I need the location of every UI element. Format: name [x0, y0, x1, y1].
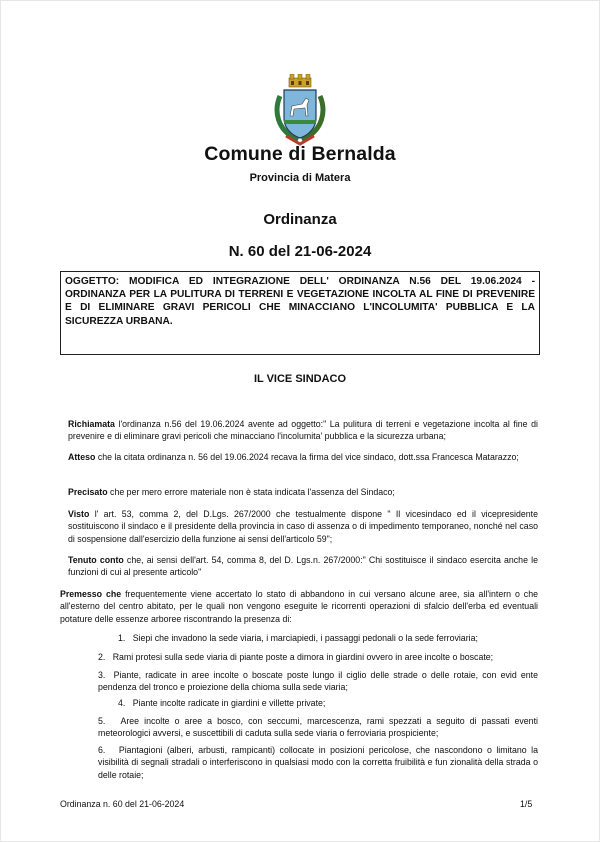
issuer-heading: IL VICE SINDACO	[253, 373, 347, 385]
paragraph-lead: Richiamata	[68, 419, 115, 429]
paragraph-lead: Atteso	[68, 452, 96, 462]
paragraph-text: l'ordinanza n.56 del 19.06.2024 avente ad oggetto:" La pulitura di terreni e vegetazione incolta al fine di prevenire e di eliminare gravi pericoli che minacciano l'incolumita' pubblica e la sicurezza urbana;	[68, 419, 538, 442]
paragraph-premesso	[60, 588, 538, 625]
list-number: 5.	[98, 716, 106, 726]
paragraph-text: che, ai sensi dell'art. 54, comma 8, del D. Lgs.n. 267/2000:" Chi sostituisce il sindaco esercita anche le funzioni di cui al presente articolo"	[68, 555, 538, 578]
paragraph-lead: Premesso che	[60, 589, 122, 599]
document-type: Ordinanza	[263, 211, 337, 228]
list-item	[118, 632, 538, 644]
list-item	[98, 669, 538, 694]
paragraph-text: l' art. 53, comma 2, del D.Lgs. 267/2000 che testualmente dispone " Il vicesindaco ed il vicepresidente sostituiscono il sindaco e il presidente della provincia in caso di assenza o di impedimento temporaneo, nonché nel caso di sospensione dall'esercizio della funzione ai sensi dell'articolo 59";	[68, 509, 538, 544]
list-item	[98, 744, 538, 781]
paragraph-visto	[68, 508, 538, 545]
paragraph-lead: Visto	[68, 509, 90, 519]
paragraph-atteso	[68, 451, 538, 463]
subject-box	[60, 271, 540, 355]
list-number: 2.	[98, 652, 106, 662]
list-number: 6.	[98, 745, 106, 755]
list-text: Piante incolte radicate in giardini e villette private;	[132, 698, 326, 708]
paragraph-text: che la citata ordinanza n. 56 del 19.06.2024 recava la firma del vice sindaco, dott.ssa Francesca Matarazzo;	[95, 452, 519, 462]
footer-page-number: 1/5	[520, 799, 533, 809]
paragraph-richiamata	[68, 418, 538, 443]
province-name: Provincia di Matera	[249, 172, 351, 184]
list-number: 1.	[118, 633, 126, 643]
coat-of-arms-emblem	[272, 74, 328, 146]
subject-text: OGGETTO: MODIFICA ED INTEGRAZIONE DELL' ORDINANZA N.56 DEL 19.06.2024 - ORDINANZA PER LA PULITURA DI TERRENI E VEGETAZIONE INCOLTA AL FINE DI PREVENIRE E DI ELIMINARE GRAVI PERICOLI CHE MINACCIANO L'INCOLUMITA' PUBBLICA E LA SICUREZZA URBANA.	[65, 276, 535, 327]
document-number: N. 60 del 21-06-2024	[228, 243, 372, 260]
list-text: Piantagioni (alberi, arbusti, rampicanti) collocate in posizioni pericolose, che nascondono o limitano la visibilità di segnali stradali o interferiscono in qualsiasi modo con la corretta fruibilità e fun zionalità della strada o delle rotaie;	[98, 745, 538, 780]
list-number: 4.	[118, 698, 126, 708]
list-text: Aree incolte o aree a bosco, con seccumi, marcescenza, rami spezzati a seguito di passati eventi meteorologici avversi, e suscettibili di caduta sulla sede viaria o ferroviaria prospiciente;	[98, 716, 538, 739]
list-item	[118, 697, 538, 709]
footer-document-reference: Ordinanza n. 60 del 21-06-2024	[60, 799, 185, 809]
list-text: Siepi che invadono la sede viaria, i marciapiedi, i passaggi pedonali o la sede ferroviaria;	[132, 633, 478, 643]
paragraph-precisato	[68, 486, 538, 498]
paragraph-text: frequentemente viene accertato lo stato di abbandono in cui versano alcune aree, sia all'intern o che all'esterno del centro abitato, per le quali non vengono eseguite le ricorrenti operazioni di sfalcio dell'erba ed eventuali potature delle essenze arboree riscontrando la presenza di:	[60, 589, 538, 624]
list-item	[98, 715, 538, 740]
municipality-name: Comune di Bernalda	[204, 143, 396, 165]
paragraph-text: che per mero errore materiale non è stata indicata l'assenza del Sindaco;	[107, 487, 395, 497]
list-item	[98, 651, 538, 663]
paragraph-lead: Precisato	[68, 487, 108, 497]
paragraph-tenuto-conto	[68, 554, 538, 579]
list-text: Rami protesi sulla sede viaria di piante poste a dimora in giardini ovvero in aree incolte o boscate;	[112, 652, 494, 662]
paragraph-lead: Tenuto conto	[68, 555, 124, 565]
list-number: 3.	[98, 670, 106, 680]
list-text: Piante, radicate in aree incolte o boscate poste lungo il ciglio delle strade o delle rotaie, con evid ente pendenza del tronco e proiezione della chioma sulla sede viaria;	[98, 670, 539, 693]
